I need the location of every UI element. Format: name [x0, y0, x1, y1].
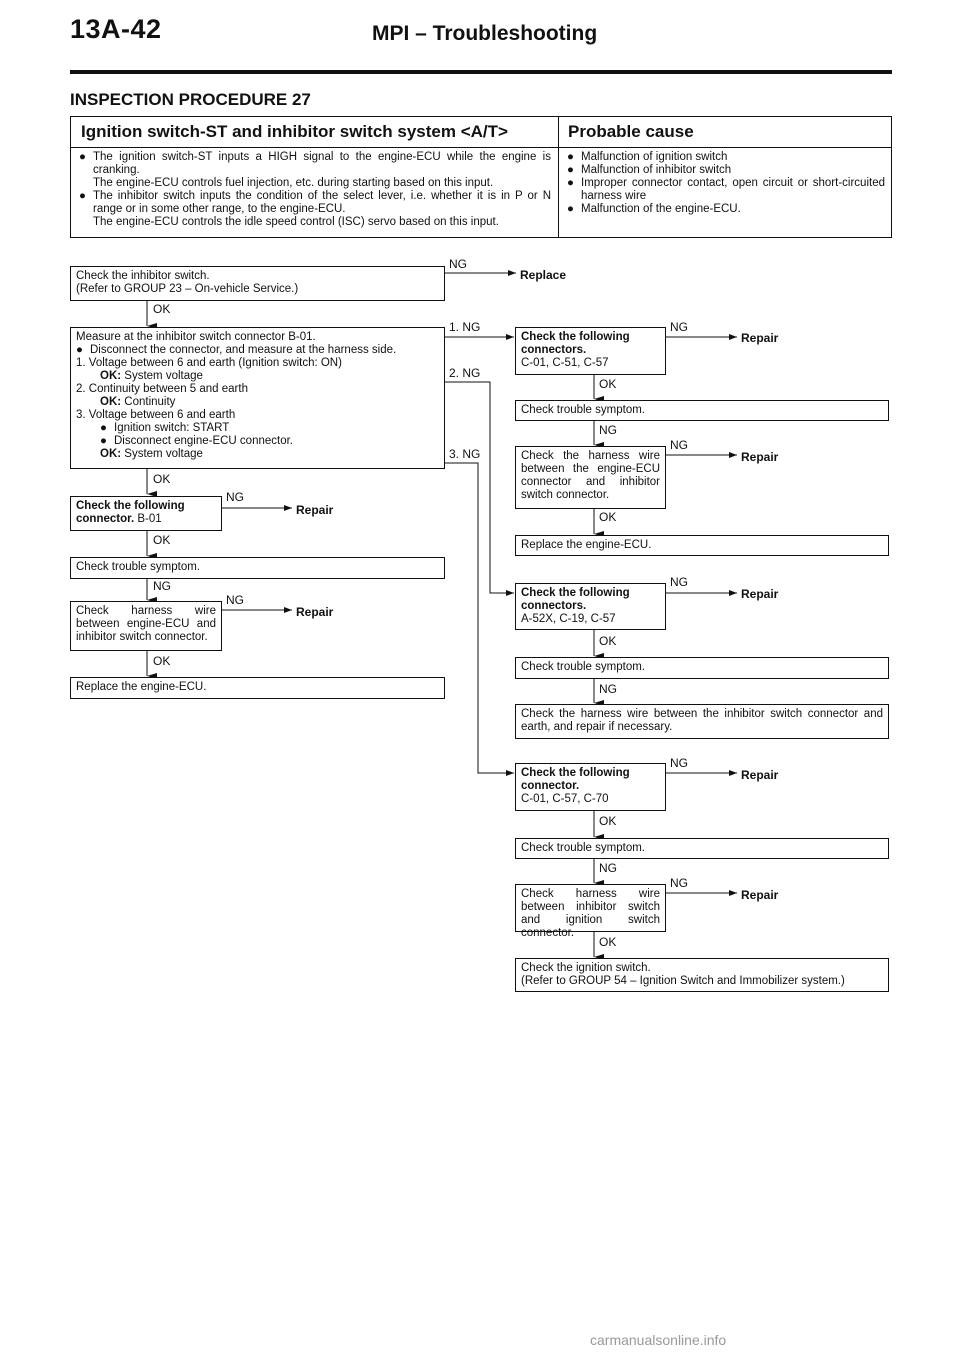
ng-label: NG — [599, 861, 617, 875]
ng-label: NG — [226, 593, 244, 607]
check-ignition-switch-box: Check the ignition switch. (Refer to GROUP 54 – Ignition Switch and Immobilizer system.) — [515, 958, 889, 992]
watermark: carmanualsonline.info — [590, 1332, 727, 1348]
list-item: ● Malfunction of ignition switch — [567, 151, 728, 163]
ok-label: OK — [599, 510, 617, 524]
ng-label: NG — [449, 257, 467, 271]
ok-label: OK — [599, 814, 617, 828]
ok-label: OK — [153, 472, 171, 486]
list-item: ● The inhibitor switch inputs the condition of the select lever, i.e. whether it is in P or N range or in some other range, to the engine-ECU. The engine-ECU controls the idle speed control (ISC) servo based on this input. — [79, 190, 551, 228]
ok-label: OK — [153, 302, 171, 316]
check-connector-b01-box: Check the following connector. B-01 — [70, 496, 222, 531]
repair-label: Repair — [741, 331, 779, 345]
ng-label: NG — [226, 490, 244, 504]
check-trouble-symptom-box: Check trouble symptom. — [70, 557, 445, 579]
ok-label: OK — [599, 377, 617, 391]
check-connectors-branch2-box: Check the following connectors. A-52X, C-19, C-57 — [515, 583, 666, 630]
replace-engine-ecu-box: Replace the engine-ECU. — [70, 677, 445, 699]
ok-label: OK — [599, 935, 617, 949]
ng-label: NG — [670, 438, 688, 452]
ok-label: OK — [153, 533, 171, 547]
check-harness-inhibitor-ignition-box: Check harness wire between inhibitor switch and ignition switch connector. — [515, 884, 666, 932]
check-trouble-symptom-box: Check trouble symptom. — [515, 657, 889, 679]
replace-engine-ecu-box: Replace the engine-ECU. — [515, 535, 889, 556]
check-connectors-branch1-box: Check the following connectors. C-01, C-51, C-57 — [515, 327, 666, 375]
ng2-label: 2. NG — [449, 366, 481, 380]
repair-label: Repair — [741, 450, 779, 464]
repair-label: Repair — [296, 605, 334, 619]
check-harness-ecu-inhibitor-box: Check the harness wire between the engine-ECU connector and inhibitor switch connector. — [515, 446, 666, 509]
ok-label: OK — [599, 634, 617, 648]
repair-label: Repair — [741, 587, 779, 601]
table-header-system: Ignition switch-ST and inhibitor switch system <A/T> — [81, 122, 508, 141]
table-header-probable-cause: Probable cause — [568, 122, 694, 141]
procedure-title: INSPECTION PROCEDURE 27 — [70, 90, 311, 109]
list-item: ● The ignition switch-ST inputs a HIGH signal to the engine-ECU while the engine is cranking. The engine-ECU controls fuel injection, etc. during starting based on this input. — [79, 151, 551, 189]
check-trouble-symptom-box: Check trouble symptom. — [515, 400, 889, 421]
ok-label: OK — [153, 654, 171, 668]
ng-label: NG — [599, 423, 617, 437]
ng-label: NG — [670, 756, 688, 770]
check-harness-inhibitor-earth-box: Check the harness wire between the inhibitor switch connector and earth, and repair if necessary. — [515, 704, 889, 739]
replace-label: Replace — [520, 268, 567, 282]
ng-label: NG — [599, 682, 617, 696]
ng-label: NG — [153, 579, 171, 593]
list-item: ● Malfunction of the engine-ECU. — [567, 203, 741, 215]
check-trouble-symptom-box: Check trouble symptom. — [515, 838, 889, 859]
check-connector-branch3-box: Check the following connector. C-01, C-57, C-70 — [515, 763, 666, 811]
repair-label: Repair — [296, 503, 334, 517]
check-harness-ecu-inhibitor-box: Check harness wire between engine-ECU and inhibitor switch connector. — [70, 601, 222, 651]
ng1-label: 1. NG — [449, 320, 481, 334]
page-number: 13A-42 — [70, 14, 162, 44]
ng-label: NG — [670, 876, 688, 890]
ng3-label: 3. NG — [449, 447, 481, 461]
ng-label: NG — [670, 575, 688, 589]
check-inhibitor-switch-box: Check the inhibitor switch. (Refer to GROUP 23 – On-vehicle Service.) — [70, 266, 445, 301]
list-item: ● Improper connector contact, open circuit or short-circuited harness wire — [567, 177, 885, 202]
repair-label: Repair — [741, 888, 779, 902]
repair-label: Repair — [741, 768, 779, 782]
section-title: MPI – Troubleshooting — [372, 22, 598, 45]
ng-label: NG — [670, 320, 688, 334]
list-item: ● Malfunction of inhibitor switch — [567, 164, 732, 176]
measure-connector-b01-box: Measure at the inhibitor switch connector B-01. ● Disconnect the connector, and measure at the harness side. 1. Voltage between 6 and earth (Ignition switch: ON) OK: System voltage 2. Continuity between 5 and earth OK: Continuity 3. Voltage between 6 and earth ● Ignition switch: START ● Disconnect engine-ECU connector. OK: System voltage — [70, 327, 445, 469]
